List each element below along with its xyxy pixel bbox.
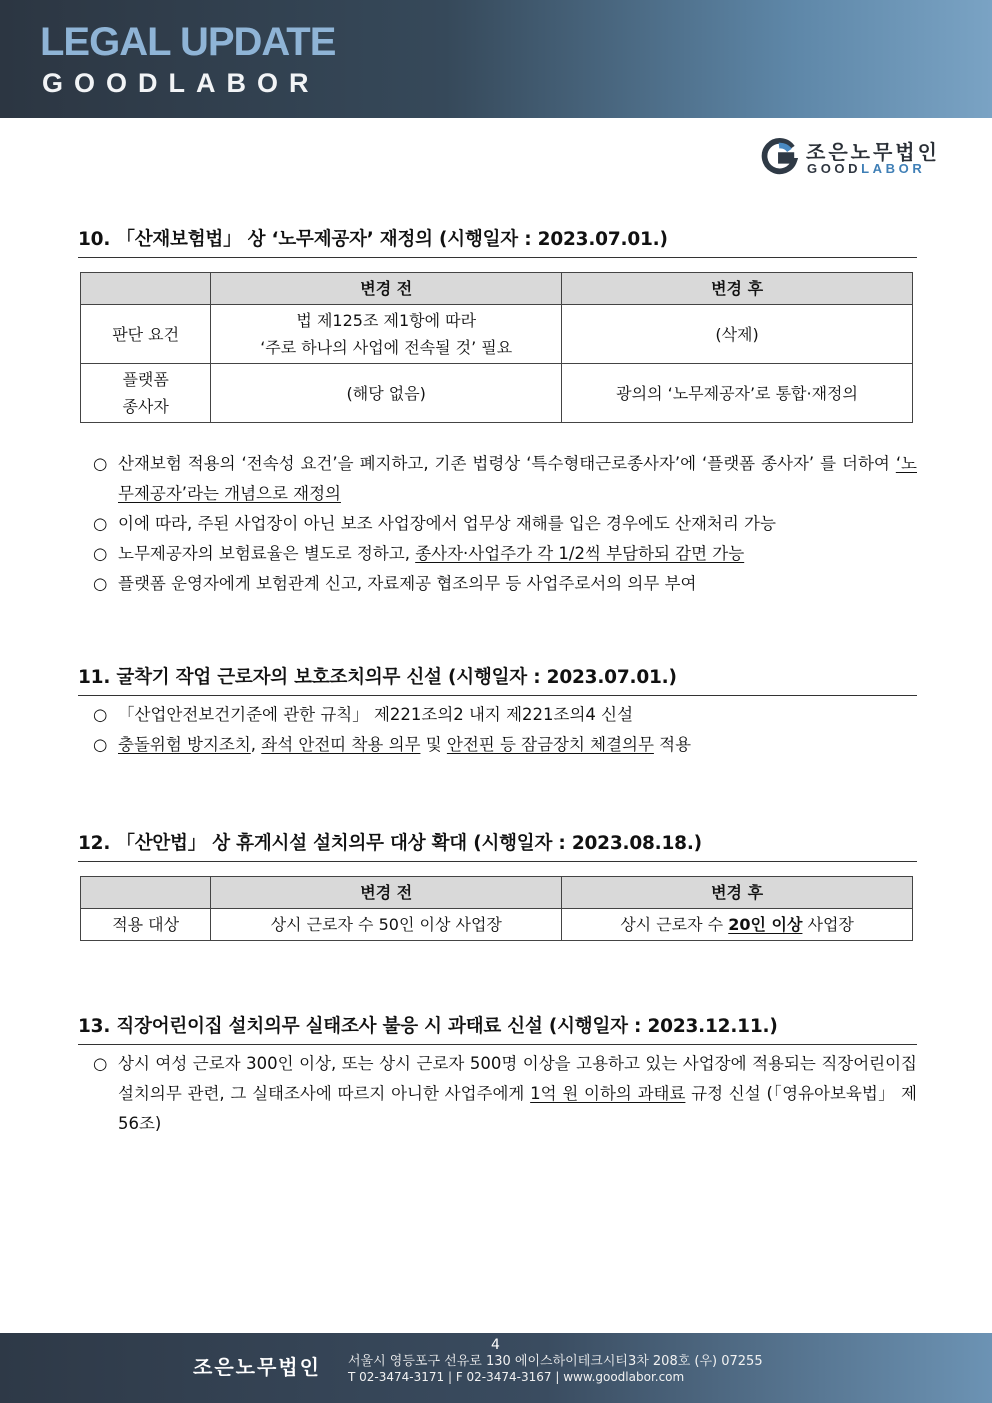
list-item: ○ 플랫폼 운영자에게 보험관계 신고, 자료제공 협조의무 등 사업주로서의 의무 부여 (93, 574, 697, 593)
section-13-title: 13. 직장어린이집 설치의무 실태조사 불응 시 과태료 신설 (시행일자 : 2023.12.11.) (78, 1012, 917, 1045)
banner-title: LEGAL UPDATE (40, 20, 336, 64)
table-header-row (81, 877, 913, 909)
table-header-after: 변경 후 (562, 273, 913, 305)
table-row (81, 364, 913, 423)
table-header-blank (81, 877, 211, 909)
section-11 (78, 663, 917, 760)
company-logo (760, 136, 960, 180)
list-item: ○ 상시 여성 근로자 300인 이상, 또는 상시 근로자 500명 이상을 고용하고 있는 사업장에 적용되는 직장어린이집 설치의무 관련, 그 실태조사에 따르지 아니한 사업주에게 1억 원 이하의 과태료 규정 신설 (「영유아보육법」 제56조) (93, 1054, 918, 1133)
section-12 (78, 829, 917, 941)
table-header-after: 변경 후 (562, 877, 913, 909)
section-11-title: 11. 굴착기 작업 근로자의 보호조치의무 신설 (시행일자 : 2023.07.01.) (78, 663, 917, 696)
table-header-row (81, 273, 913, 305)
table-row (81, 305, 913, 364)
footer-company-name: 조은노무법인 (193, 1355, 321, 1379)
row-label: 플랫폼 종사자 (81, 364, 211, 423)
list-item: ○ 이에 따라, 주된 사업장이 아닌 보조 사업장에서 업무상 재해를 입은 경우에도 산재처리 가능 (93, 514, 776, 533)
list-item: ○ 산재보험 적용의 ‘전속성 요건’을 폐지하고, 기존 법령상 ‘특수형태근로종사자’에 ‘플랫폼 종사자’ 를 더하여 ‘노무제공자’라는 개념으로 재정의 (93, 454, 917, 503)
row-before: 상시 근로자 수 50인 이상 사업장 (211, 909, 562, 941)
table-header-before: 변경 전 (211, 877, 562, 909)
section-12-title: 12. 「산안법」 상 휴게시설 설치의무 대상 확대 (시행일자 : 2023.08.18.) (78, 829, 917, 862)
row-before: (해당 없음) (211, 364, 562, 423)
row-after: 상시 근로자 수 20인 이상 사업장 (562, 909, 913, 941)
row-after: (삭제) (562, 305, 913, 364)
list-item: ○ 노무제공자의 보험료율은 별도로 정하고, 종사자·사업주가 각 1/2씩 부담하되 감면 가능 (93, 544, 745, 563)
section-12-table (80, 876, 913, 941)
table-row (81, 909, 913, 941)
goodlabor-logo-icon (760, 138, 798, 176)
list-item: ○ 충돌위험 방지조치, 좌석 안전띠 착용 의무 및 안전핀 등 잠금장치 체결의무 적용 (93, 735, 692, 754)
list-item: ○ 「산업안전보건기준에 관한 규칙」 제221조의2 내지 제221조의4 신설 (93, 705, 634, 724)
logo-name-kr: 조은노무법인 (806, 140, 940, 164)
banner-subtitle: GOODLABOR (42, 68, 320, 98)
header-banner (0, 0, 992, 118)
section-11-bullets (78, 700, 917, 760)
section-10-bullets (78, 449, 917, 599)
table-header-blank (81, 273, 211, 305)
table-header-before: 변경 전 (211, 273, 562, 305)
section-13 (78, 1012, 917, 1139)
section-10-title: 10. 「산재보험법」 상 ‘노무제공자’ 재정의 (시행일자 : 2023.07.01.) (78, 225, 917, 258)
logo-name-en: GOODLABOR (807, 161, 926, 176)
row-before: 법 제125조 제1항에 따라 ‘주로 하나의 사업에 전속될 것’ 필요 (211, 305, 562, 364)
row-after: 광의의 ‘노무제공자’로 통합·재정의 (562, 364, 913, 423)
row-label: 판단 요건 (81, 305, 211, 364)
page-number: 4 (491, 1337, 500, 1353)
section-13-bullets (78, 1049, 917, 1139)
footer-contact: T 02-3474-3171 | F 02-3474-3167 | www.goodlabor.com (348, 1370, 685, 1384)
footer-bar (0, 1333, 992, 1403)
section-10 (78, 225, 917, 599)
section-10-table (80, 272, 913, 423)
footer-address: 서울시 영등포구 선유로 130 에이스하이테크시티3차 208호 (우) 07255 (348, 1354, 763, 1369)
row-label: 적용 대상 (81, 909, 211, 941)
